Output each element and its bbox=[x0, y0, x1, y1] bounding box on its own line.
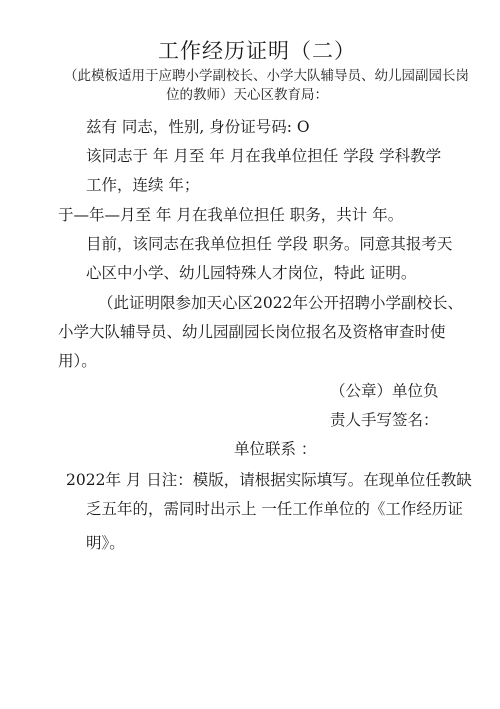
paragraph-current-line-2: 心区中小学、幼儿园特殊人才岗位，特此 证明。 bbox=[86, 264, 417, 282]
subtitle-line-1: （此模板适用于应聘小学副校长、小学大队辅导员、幼儿园副园长岗 bbox=[64, 68, 469, 84]
signer-label: 责人手写签名： bbox=[330, 411, 439, 429]
paragraph-teaching-line-1: 该同志于 年 月至 年 月在我单位担任 学段 学科教学 bbox=[86, 147, 442, 165]
note-line-1: 2022年 月 日注：模版，请根据实际填写。在现单位任教缺 bbox=[66, 471, 472, 489]
contact-label: 单位联系 ： bbox=[234, 440, 317, 458]
subtitle-line-2: 位的教师）天心区教育局： bbox=[166, 87, 328, 103]
paragraph-position-history: 于—年—月至 年 月在我单位担任 职务，共计 年。 bbox=[58, 206, 404, 224]
paragraph-scope-line-3: 用）。 bbox=[58, 352, 97, 370]
paragraph-scope-line-1: （此证明限参加天心区2022年公开招聘小学副校长、 bbox=[98, 294, 463, 312]
seal-label: （公章）单位负 bbox=[330, 382, 439, 400]
paragraph-current-line-1: 目前，该同志在我单位担任 学段 职务。同意其报考天 bbox=[86, 235, 453, 253]
paragraph-scope-line-2: 小学大队辅导员、幼儿园副园长岗位报名及资格审查时使 bbox=[58, 323, 446, 341]
page-title: 工作经历证明（二） bbox=[158, 39, 356, 63]
note-line-3: 明》。 bbox=[86, 534, 125, 552]
paragraph-teaching-line-2: 工作，连续 年； bbox=[86, 176, 200, 194]
note-line-2: 乏五年的，需同时出示上 一任工作单位的《工作经历证 bbox=[86, 500, 463, 518]
paragraph-identity: 兹有 同志，性别, 身份证号码: O bbox=[86, 118, 310, 136]
